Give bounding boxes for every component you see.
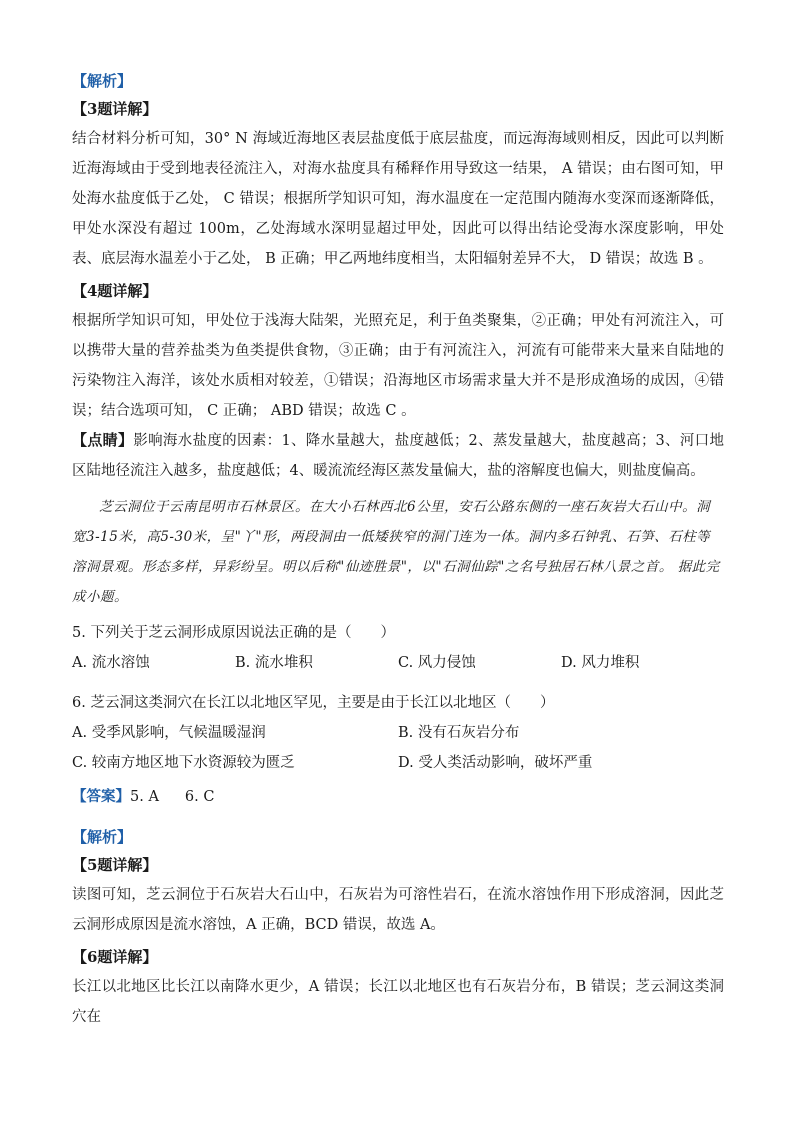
page-content	[72, 64, 724, 1032]
q4-detail-text: 根据所学知识可知，甲处位于浅海大陆架，光照充足，利于鱼类聚集，②正确；甲处有河流注入，可以携带大量的营养盐类为鱼类提供食物，③正确；由于有河流注入，河流有可能带来大量来自陆地的污染物注入海洋，该处水质相对较差，①错误；沿海地区市场需求量大并不是形成渔场的成因，④错误；结合选项可知， C 正确； ABD 错误；故选 C 。	[72, 313, 724, 419]
question-5-option-c: C. 风力侵蚀	[398, 655, 476, 671]
reading-passage: 芝云洞位于云南昆明市石林景区。在大小石林西北6公里，安石公路东侧的一座石灰岩大石山中。洞宽3-15米，高5-30米，呈"丫"形，两段洞由一低矮狭窄的洞门连为一体。洞内多石钟乳、石笋、石柱等溶洞景观。形态多样，异彩纷呈。明以后称"仙迹胜景"，以"石洞仙踪"之名号独居石林八景之首。 据此完成小题。	[72, 499, 720, 605]
answer-line	[72, 782, 724, 812]
q6-detail-heading: 【6题详解】	[72, 948, 158, 966]
answer-6: 6. C	[184, 789, 215, 805]
question-6-option-d: D. 受人类活动影响，破坏严重	[398, 755, 593, 771]
analysis-heading-2: 【解析】	[72, 828, 133, 846]
key-point-label: 【点睛】	[72, 431, 134, 449]
question-5-options	[72, 648, 724, 678]
analysis-heading: 【解析】	[72, 72, 133, 90]
question-5-option-d: D. 风力堆积	[561, 655, 640, 671]
question-5-stem: 5. 下列关于芝云洞形成原因说法正确的是（ ）	[72, 625, 395, 641]
key-point-paragraph	[72, 426, 724, 486]
question-6-stem: 6. 芝云洞这类洞穴在长江以北地区罕见，主要是由于长江以北地区（ ）	[72, 695, 555, 711]
question-5-option-a: A. 流水溶蚀	[72, 655, 150, 671]
question-6-option-b: B. 没有石灰岩分布	[398, 725, 520, 741]
q5-detail-text: 读图可知，芝云洞位于石灰岩大石山中，石灰岩为可溶性岩石，在流水溶蚀作用下形成溶洞，因此芝云洞形成原因是流水溶蚀，A 正确，BCD 错误，故选 A。	[72, 887, 724, 933]
q4-detail-heading: 【4题详解】	[72, 282, 158, 300]
question-5-option-b: B. 流水堆积	[235, 655, 313, 671]
answer-5: 5. A	[130, 789, 159, 805]
q3-detail-text: 结合材料分析可知，30° N 海域近海地区表层盐度低于底层盐度，而远海海域则相反，因此可以判断近海海域由于受到地表径流注入，对海水盐度具有稀释作用导致这一结果， A 错误；由右图可知，甲处海水盐度低于乙处， C 错误；根据所学知识可知，海水温度在一定范围内随海水变深而逐渐降低，甲处水深没有超过 100m，乙处海域水深明显超过甲处，因此可以得出结论受海水深度影响，甲处表、底层海水温差小于乙处， B 正确；甲乙两地纬度相当，太阳辐射差异不大， D 错误；故选 B 。	[72, 131, 724, 267]
question-6-options-row1	[72, 718, 724, 748]
question-6-option-a: A. 受季风影响，气候温暖湿润	[72, 725, 266, 741]
question-6-options-row2	[72, 748, 724, 778]
q3-detail-heading: 【3题详解】	[72, 100, 158, 118]
answer-label: 【答案】	[72, 788, 130, 805]
question-6-option-c: C. 较南方地区地下水资源较为匮乏	[72, 755, 295, 771]
q5-detail-heading: 【5题详解】	[72, 856, 158, 874]
key-point-text: 影响海水盐度的因素：1、降水量越大，盐度越低；2、蒸发量越大，盐度越高；3、河口地区陆地径流注入越多，盐度越低；4、暖流流经海区蒸发量偏大，盐的溶解度也偏大，则盐度偏高。	[72, 433, 724, 479]
q6-detail-text: 长江以北地区比长江以南降水更少，A 错误；长江以北地区也有石灰岩分布，B 错误；芝云洞这类洞穴在	[72, 979, 724, 1025]
